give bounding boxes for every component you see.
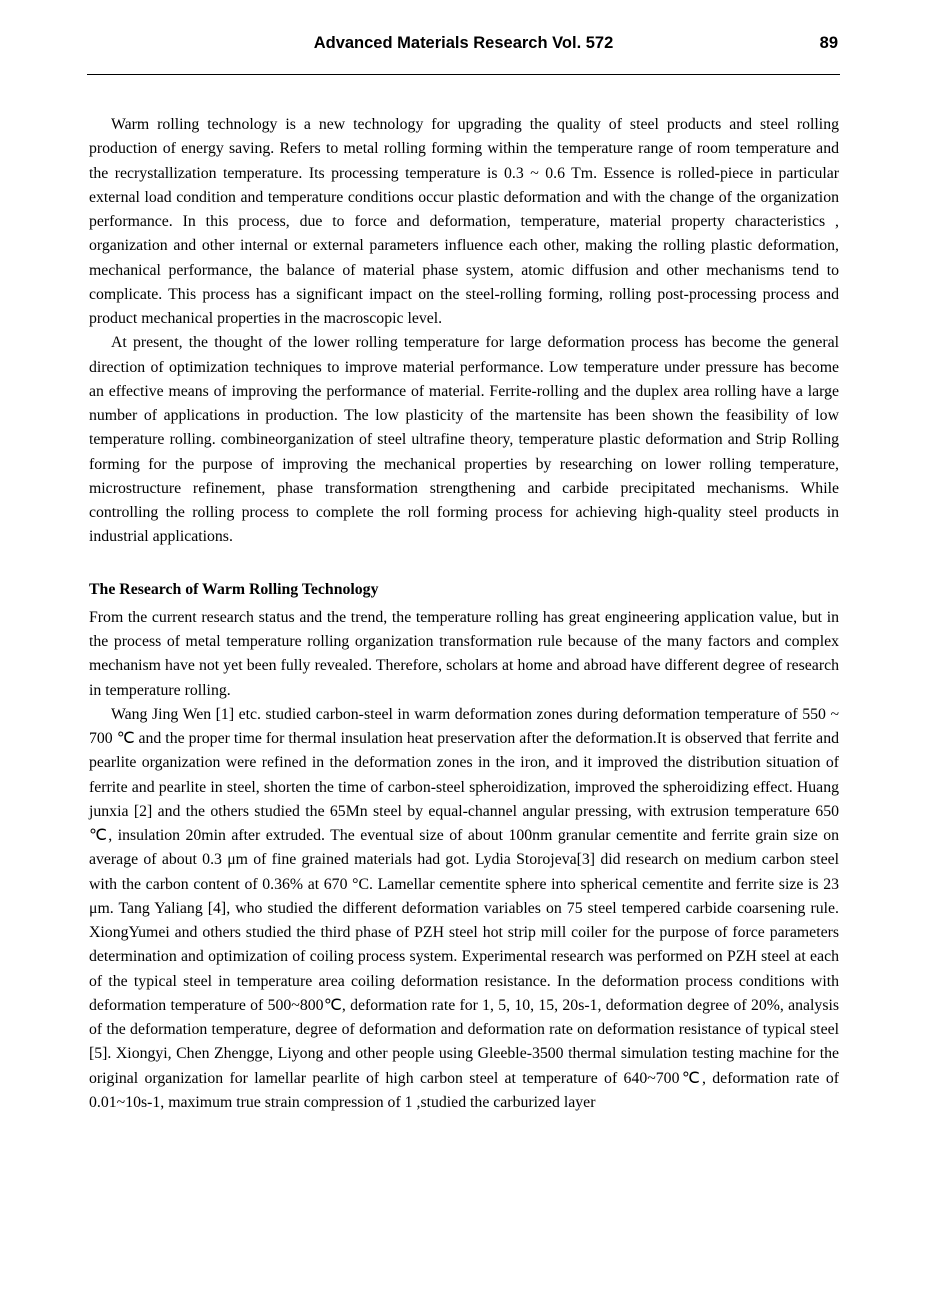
page-number: 89 <box>819 34 838 52</box>
body-text <box>89 113 839 1115</box>
running-header <box>87 34 840 58</box>
intro-paragraph-1: Warm rolling technology is a new technology for upgrading the quality of steel products and steel rolling production of energy saving. Refers to metal rolling forming within the temperature range of room temperature and the recrystallization temperature. Its processing temperature is 0.3 ~ 0.6 Tm. Essence is rolled-piece in particular external load condition and temperature conditions occur plastic deformation and with the change of the organization performance. In this process, due to force and deformation, temperature, material property characteristics , organization and other internal or external parameters influence each other, making the rolling plastic deformation, mechanical performance, the balance of material phase system, atomic diffusion and other mechanisms tend to complicate. This process has a significant impact on the steel-rolling forming, rolling post-processing process and product mechanical properties in the macroscopic level. <box>89 116 839 327</box>
section-paragraph-1: From the current research status and the trend, the temperature rolling has great engineering application value, but in the process of metal temperature rolling organization transformation rule because of the many factors and complex mechanism have not yet been fully revealed. Therefore, scholars at home and abroad have different degree of research in temperature rolling. <box>89 608 839 699</box>
intro-paragraph-2: At present, the thought of the lower rolling temperature for large deformation process has become the general direction of optimization techniques to improve material performance. Low temperature under pressure has become an effective means of improving the performance of material. Ferrite-rolling and the duplex area rolling have a large number of applications in production. The low plasticity of the martensite has been shown the feasibility of low temperature rolling. combineorganization of steel ultrafine theory, temperature plastic deformation and Strip Rolling forming for the purpose of improving the mechanical properties by researching on lower rolling temperature, microstructure refinement, phase transformation strengthening and carbide precipitated mechanisms. While controlling the rolling process to complete the roll forming process for achieving high-quality steel products in industrial applications. <box>89 334 839 546</box>
journal-title: Advanced Materials Research Vol. 572 <box>313 34 614 52</box>
section-heading: The Research of Warm Rolling Technology <box>89 580 379 598</box>
header-rule <box>87 74 840 75</box>
section-paragraph-2: Wang Jing Wen [1] etc. studied carbon-steel in warm deformation zones during deformation temperature of 550 ~ 700 ℃ and the proper time for thermal insulation heat preservation after the deformation.It is observed that ferrite and pearlite organization were refined in the deformation zones in the iron, and it improved the distribution situation of ferrite and pearlite in steel, shorten the time of carbon-steel spheroidization, improved the spheroidizing effect. Huang junxia [2] and the others studied the 65Mn steel by equal-channel angular pressing, with extrusion temperature 650 ℃, insulation 20min after extruded. The eventual size of about 100nm granular cementite and ferrite grain size on average of about 0.3 μm of fine grained materials had got. Lydia Storojeva[3] did research on medium carbon steel with the carbon content of 0.36% at 670 °C. Lamellar cementite sphere into spherical cementite and ferrite size is 23 μm. Tang Yaliang [4], who studied the different deformation variables on 75 steel tempered carbide coarsening rule. XiongYumei and others studied the third phase of PZH steel hot strip mill coiler for the purpose of force parameters determination and optimization of coiling process system. Experimental research was performed on PZH steel at each of the typical steel in temperature area coiling deformation resistance. In the deformation process conditions with deformation temperature of 500~800℃, deformation rate for 1, 5, 10, 15, 20s-1, deformation degree of 20%, analysis of the deformation temperature, degree of deformation and deformation rate on deformation resistance of typical steel [5]. Xiongyi, Chen Zhengge, Liyong and other people using Gleeble-3500 thermal simulation testing machine for the original organization for lamellar pearlite of high carbon steel at temperature of 640~700℃, deformation rate of 0.01~10s-1, maximum true strain compression of 1 ,studied the carburized layer <box>89 705 839 1111</box>
